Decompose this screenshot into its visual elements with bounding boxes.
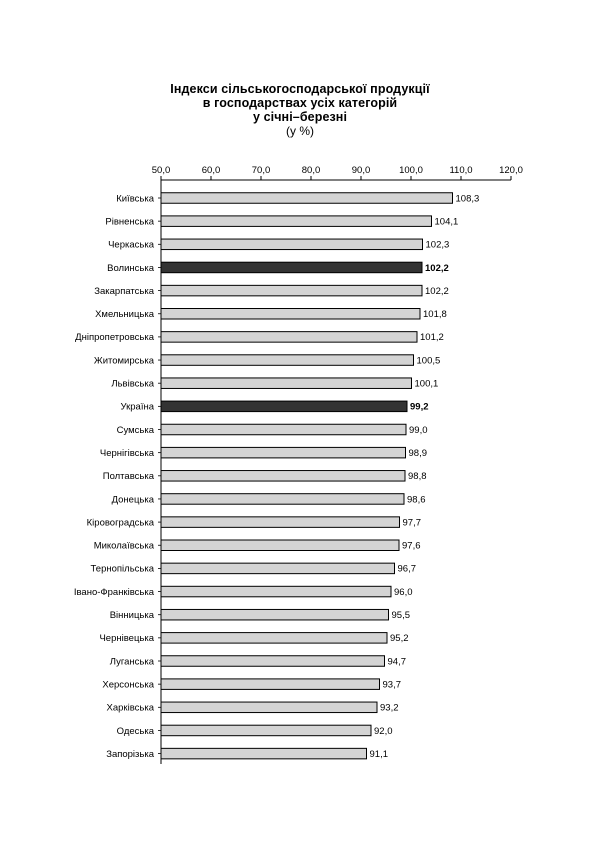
category-label: Київська (116, 193, 154, 205)
bar (161, 239, 423, 250)
category-label: Луганська (109, 656, 154, 668)
value-label: 95,2 (390, 633, 409, 645)
category-label: Закарпатська (94, 285, 154, 297)
value-label: 95,5 (391, 610, 410, 621)
bar (161, 332, 417, 343)
category-label: Чернівецька (99, 633, 154, 645)
chart-title-line-3: у січні–березні (252, 110, 348, 124)
value-label: 91,1 (369, 748, 388, 760)
value-label: 101,8 (423, 309, 447, 321)
value-label: 100,1 (414, 378, 439, 390)
category-label: Львівська (111, 378, 154, 390)
value-label: 98,9 (408, 447, 427, 459)
bar (161, 656, 385, 667)
x-tick-label: 120,0 (499, 165, 523, 176)
chart-title-line-1: Індекси сільськогосподарської продукції (170, 82, 430, 96)
value-label: 101,2 (420, 332, 444, 344)
category-label: Запорізька (106, 748, 154, 760)
bar (161, 471, 405, 482)
category-label: Миколаївська (93, 540, 154, 552)
bar (161, 355, 414, 366)
x-tick-label: 70,0 (251, 165, 271, 176)
chart-subtitle: (у %) (286, 124, 314, 138)
bar (161, 679, 380, 690)
chart-title-line-2: в господарствах усіх категорій (202, 96, 398, 110)
value-label: 108,3 (455, 193, 480, 205)
category-label: Кіровоградська (86, 517, 154, 529)
bar (161, 633, 387, 644)
category-label: Полтавська (102, 471, 154, 483)
value-label: 99,2 (410, 401, 429, 413)
bar (161, 563, 395, 574)
value-label: 93,2 (380, 702, 399, 714)
value-label: 93,7 (382, 679, 401, 691)
bar (161, 586, 391, 597)
value-label: 100,5 (416, 355, 441, 367)
value-label: 98,8 (408, 471, 427, 483)
category-label: Черкаська (108, 239, 154, 251)
value-label: 99,0 (409, 424, 428, 436)
value-label: 97,6 (402, 540, 421, 552)
category-label: Сумська (116, 424, 154, 436)
bar (161, 748, 367, 759)
category-label: Харківська (106, 702, 154, 714)
bar (161, 378, 412, 389)
bar (161, 725, 371, 736)
value-label: 96,0 (394, 586, 413, 598)
category-label: Дніпропетровська (75, 332, 154, 344)
x-tick-label: 100,0 (399, 165, 423, 176)
category-label: Україна (120, 401, 154, 413)
category-label: Тернопільська (90, 563, 154, 575)
value-label: 92,0 (374, 725, 393, 737)
bar-highlighted (161, 401, 407, 412)
value-label: 104,1 (434, 216, 459, 228)
bar (161, 285, 422, 296)
value-label: 98,6 (407, 494, 426, 506)
x-tick-label: 50,0 (151, 165, 171, 176)
bar (161, 494, 404, 505)
category-label: Чернігівська (99, 447, 154, 459)
category-label: Хмельницька (95, 309, 154, 321)
bar (161, 216, 432, 227)
bar (161, 424, 406, 435)
category-label: Херсонська (102, 679, 154, 691)
category-label: Донецька (111, 494, 154, 506)
bar (161, 702, 377, 713)
bar (161, 609, 389, 620)
bar (161, 447, 406, 458)
value-label: 102,2 (425, 262, 449, 274)
value-label: 94,7 (387, 656, 406, 668)
x-tick-label: 60,0 (201, 165, 221, 176)
x-tick-label: 90,0 (351, 165, 371, 176)
value-label: 97,7 (402, 517, 421, 529)
bar (161, 309, 420, 320)
category-label: Волинська (107, 262, 154, 274)
category-label: Рівненська (105, 216, 154, 228)
x-tick-label: 80,0 (301, 165, 321, 176)
bar (161, 540, 399, 551)
bar-highlighted (161, 262, 422, 273)
category-label: Житомирська (93, 355, 154, 367)
category-label: Івано-Франківська (73, 586, 154, 598)
value-label: 102,3 (425, 239, 450, 251)
bar (161, 193, 453, 204)
category-label: Одеська (116, 725, 154, 737)
value-label: 102,2 (425, 285, 449, 297)
bar (161, 517, 400, 528)
category-label: Вінницька (109, 610, 154, 621)
value-label: 96,7 (397, 563, 416, 575)
x-tick-label: 110,0 (449, 165, 473, 176)
